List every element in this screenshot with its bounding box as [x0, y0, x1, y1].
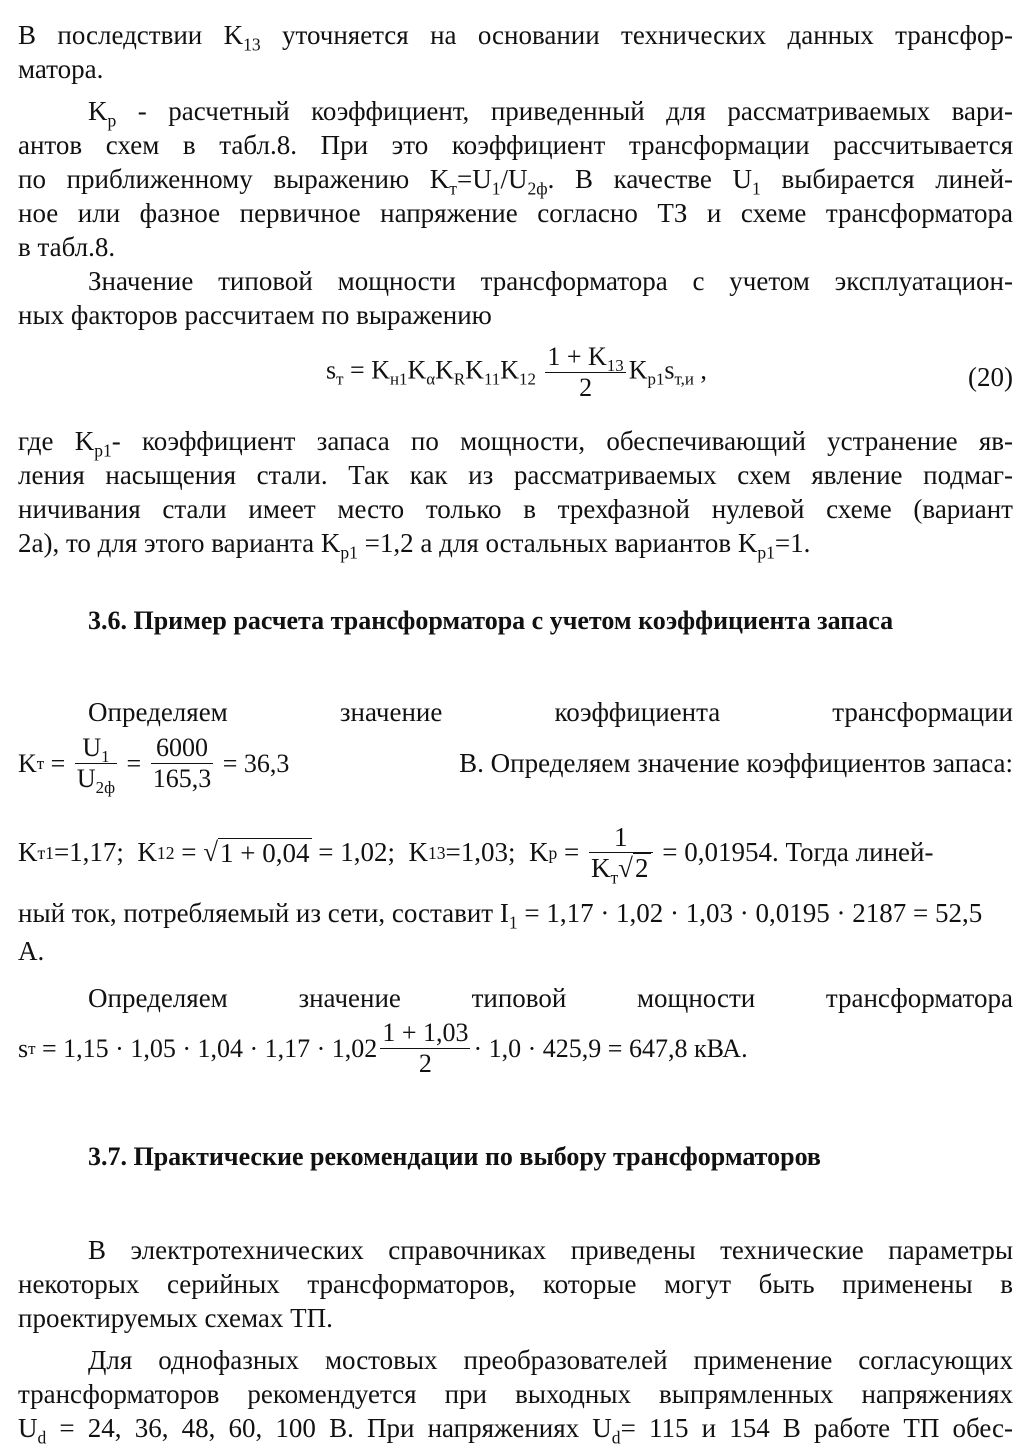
subscript: α [426, 369, 436, 389]
text-run: 2а), то для этого варианта K [18, 528, 341, 558]
text-run: U [76, 764, 96, 793]
fraction-numerator [75, 733, 117, 767]
subscript: т [336, 369, 344, 389]
text-run: В последствии K [18, 20, 244, 50]
subscript: 11 [483, 369, 501, 389]
eq-symbol: K [18, 837, 38, 867]
equation-20 [326, 342, 707, 403]
text-line [18, 458, 1013, 492]
sqrt-icon: √ [618, 853, 633, 883]
paragraph-k13 [18, 18, 1013, 86]
paragraph-kp [18, 94, 1013, 264]
text-line [18, 298, 1013, 332]
text-run: проектируемых схемах ТП. [18, 1303, 333, 1333]
text-line [18, 1301, 1013, 1335]
text-line [18, 230, 1013, 264]
text-run: =1,2 а для остальных вариантов K [357, 528, 758, 558]
text-line [18, 196, 1013, 230]
text-line [18, 898, 983, 933]
text-line: А. [18, 936, 45, 966]
subscript: 1 [101, 747, 110, 767]
subscript: н1 [389, 369, 408, 389]
fraction-denominator [589, 853, 653, 888]
text-run: Для однофазных мостовых преобразователей применение согласующих [88, 1345, 1013, 1375]
eq-symbol: K [465, 355, 484, 385]
fraction-denominator: 2 [418, 1049, 432, 1078]
subscript: 2ф [527, 178, 548, 199]
text-run: · 1,0 · 425,9 = 647,8 кВА. [473, 1033, 748, 1063]
text-run: В. Определяем значение коэффициентов запаса: [459, 748, 1013, 778]
subscript: d [37, 1427, 47, 1447]
subscript: 13 [243, 34, 261, 55]
text-line [18, 424, 1013, 461]
text-run: U [82, 733, 102, 762]
text-line [18, 128, 1013, 162]
text-line [18, 264, 1013, 298]
fraction-denominator: 165,3 [152, 764, 212, 793]
text-run: ных факторов рассчитаем по выражению [18, 300, 492, 330]
eq-symbol: = [120, 748, 148, 778]
text-line [18, 492, 1013, 526]
text-run: . В качестве U [547, 164, 753, 194]
eq-symbol: s [326, 355, 337, 385]
text-run: значение [339, 697, 443, 727]
text-run: некоторых серийных трансформаторов, которые могут быть применены в [18, 1269, 1013, 1299]
subscript: р1 [340, 542, 358, 563]
subscript: 1 [491, 178, 501, 199]
eq-symbol: K [435, 355, 454, 385]
fraction-numerator: 1 + 1,03 [382, 1018, 469, 1047]
text-run: уточняется на основании технических данных трансфор- [260, 20, 1013, 50]
section-heading-3-6: 3.6. Пример расчета трансформатора с учетом коэффициента запаса [88, 606, 894, 635]
text-run: =1,03; K [445, 837, 549, 867]
text-run: типовой [471, 983, 567, 1013]
text-run: = 1,17 · 1,02 · 1,03 · 0,0195 · 2187 = 52,5 [517, 898, 983, 928]
text-run: Значение типовой мощности трансформатора с учетом эксплуатацион- [88, 266, 1013, 296]
text-run: ления насыщения стали. Так как из рассматриваемых схем явление подмаг- [18, 460, 1013, 490]
paragraph-typical-power [18, 264, 1013, 332]
text-run: значение [298, 983, 401, 1013]
fraction-numerator [545, 342, 625, 376]
text-run: - коэффициент запаса по мощности, обеспечивающий устранение яв- [111, 426, 1013, 456]
fraction-numerator: 1 [589, 822, 653, 853]
text-run: = [557, 837, 586, 867]
subscript: т [610, 867, 619, 888]
text-line [18, 1233, 1013, 1267]
text-run: =1,17; K [53, 837, 157, 867]
text-run: трансформатора [825, 983, 1013, 1013]
text-run: U [18, 1413, 38, 1443]
text-line [18, 52, 1013, 86]
text-run: Определяем [88, 697, 228, 727]
text-run: трансформаторов рекомендуется при выходных выпрямленных напряжениях [18, 1379, 1013, 1409]
text-run: по приближенному выражению K [18, 164, 450, 194]
subscript: 13 [606, 356, 624, 376]
text-run: = 1,02; K [311, 837, 428, 867]
text-run: = 115 и 154 В работе ТП обес- [620, 1413, 1013, 1443]
equation-st: s т = 1,15 · 1,05 · 1,04 · 1,17 · 1,02 $\frac{1 + 1,03}{2}$ · 1,0 · 425,9 = 647,8 кВА. [18, 1018, 748, 1078]
text-run: = 0,01954. Тогда линей- [655, 837, 934, 867]
text-run: =1. [774, 528, 811, 558]
subscript: 12 [519, 369, 536, 389]
fraction [380, 1018, 470, 1079]
fraction [151, 733, 214, 794]
sqrt-radicand: 2 [635, 853, 649, 883]
eq-symbol: = [44, 748, 72, 778]
text-line [18, 18, 1013, 55]
text-run: 1 + K [547, 342, 607, 371]
text-run: ный ток, потребляемый из сети, составит I [18, 898, 509, 928]
text-run: - расчетный коэффициент, приведенный для рассматриваемых вари- [116, 96, 1013, 126]
subscript: d [611, 1427, 621, 1447]
subscript: 2ф [95, 778, 116, 798]
fraction [545, 342, 625, 403]
fraction-numerator: 6000 [151, 733, 214, 764]
fraction-denominator [75, 764, 117, 798]
paragraph-single-phase [18, 1343, 1013, 1445]
text-run: ничивания стали имеет место только в трехфазной нулевой схеме (вариант [18, 494, 1013, 524]
text-run: мощности [636, 983, 756, 1013]
eq-equals: = [350, 355, 372, 385]
text-run: коэффициента [554, 697, 721, 727]
subscript: р1 [757, 542, 775, 563]
text-run: где K [18, 426, 95, 456]
text-run: антов схем в табл.8. При это коэффициент трансформации рассчитывается [18, 130, 1013, 160]
text-line [88, 983, 1013, 1014]
text-line [18, 526, 1013, 563]
equation-kt: K т = $\frac{U_1}{U_{2ф}}$ = $\frac{6000}{165,3}$ = 36,3 В. Определяем значение коэффициентов запаса: [18, 733, 1013, 798]
text-run: в табл.8. [18, 232, 116, 262]
text-line [18, 1377, 1013, 1411]
paragraph-kp1 [18, 424, 1013, 563]
eq-symbol: K [500, 355, 519, 385]
text-run: В электротехнических справочниках приведены технические параметры [88, 1235, 1013, 1265]
text-run: =U [456, 164, 492, 194]
sqrt-icon: √ [203, 837, 219, 867]
text-run: Определяем [88, 983, 228, 1013]
eq-symbol: s [664, 355, 675, 385]
fraction [75, 733, 117, 798]
eq-symbol: = 36,3 [216, 748, 290, 778]
equation-number: (20) [968, 362, 1013, 392]
subscript: р1 [94, 440, 112, 461]
text-run: = [174, 837, 204, 867]
text-run: K [88, 96, 108, 126]
fraction-denominator: 2 [579, 373, 593, 402]
subscript: т [449, 178, 457, 199]
subscript: т,и [674, 369, 694, 389]
eq-symbol: K [371, 355, 390, 385]
text-run: K [591, 853, 611, 883]
text-line [18, 1267, 1013, 1301]
eq-symbol: , [693, 355, 707, 385]
text-run: выбирается линей- [760, 164, 1014, 194]
eq-symbol: s [18, 1033, 29, 1063]
text-run: матора. [18, 54, 104, 84]
eq-symbol: K [628, 355, 648, 385]
text-line [88, 697, 1013, 728]
subscript: 1 [752, 178, 761, 199]
eq-symbol: K [407, 355, 427, 385]
fraction [589, 822, 653, 888]
sqrt-radicand: 1 + 0,04 [220, 838, 310, 868]
subscript: р [107, 110, 117, 131]
text-line [18, 162, 1014, 199]
subscript: R [453, 369, 466, 389]
subscript: р1 [647, 369, 665, 389]
equation-coefficients: K т1 =1,17; K 12 = √ 1 + 0,04 = 1,02; K 13 =1,03; K р = $\frac{1}{K_т√2}$ = 0,01954. Тогда линей- [18, 822, 934, 888]
section-heading-3-7: 3.7. Практические рекомендации по выбору трансформаторов [88, 1142, 821, 1171]
text-run: = 1,15 · 1,05 · 1,04 · 1,17 · 1,02 [35, 1033, 378, 1063]
eq-symbol: K [18, 748, 37, 778]
text-line [18, 1343, 1013, 1377]
text-run: ное или фазное первичное напряжение согласно ТЗ и схеме трансформатора [18, 198, 1013, 228]
text-run: трансформации [832, 697, 1013, 727]
text-run: /U [500, 164, 528, 194]
text-line [18, 94, 1013, 131]
text-line [18, 1411, 1013, 1445]
subscript: 1 [508, 912, 518, 933]
paragraph-references [18, 1233, 1013, 1335]
text-run: = 24, 36, 48, 60, 100 В. При напряжениях U [46, 1413, 612, 1443]
